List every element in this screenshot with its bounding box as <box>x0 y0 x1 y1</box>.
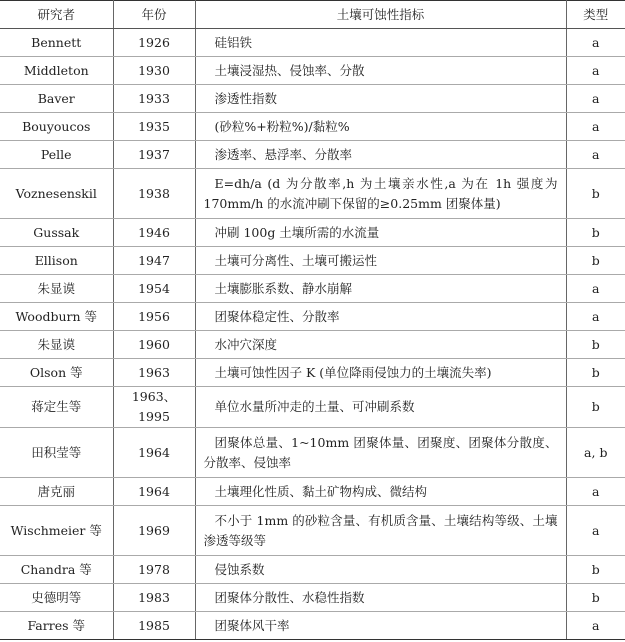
cell-year: 1969 <box>113 506 195 556</box>
table-row <box>0 478 625 506</box>
table-row <box>0 506 625 556</box>
table-row <box>0 113 625 141</box>
cell-indicator: 不小于 1mm 的砂粒含量、有机质含量、土壤结构等级、土壤渗透等级等 <box>195 506 566 556</box>
cell-type: b <box>566 331 625 359</box>
cell-type: b <box>566 387 625 428</box>
cell-researcher: Farres 等 <box>0 612 113 640</box>
cell-type: a <box>566 478 625 506</box>
cell-indicator: 冲刷 100g 土壤所需的水流量 <box>195 219 566 247</box>
cell-year: 1963、1995 <box>113 387 195 428</box>
cell-year: 1930 <box>113 57 195 85</box>
cell-indicator: 土壤可分离性、土壤可搬运性 <box>195 247 566 275</box>
cell-indicator: 单位水量所冲走的土量、可冲刷系数 <box>195 387 566 428</box>
cell-type: a <box>566 113 625 141</box>
cell-year: 1926 <box>113 29 195 57</box>
cell-indicator: 硅铝铁 <box>195 29 566 57</box>
cell-year: 1946 <box>113 219 195 247</box>
cell-type: b <box>566 247 625 275</box>
cell-year: 1983 <box>113 584 195 612</box>
cell-researcher: Bennett <box>0 29 113 57</box>
table-row <box>0 359 625 387</box>
header-researcher: 研究者 <box>0 1 113 29</box>
header-row <box>0 1 625 29</box>
cell-type: a <box>566 29 625 57</box>
table-row <box>0 247 625 275</box>
table-row <box>0 219 625 247</box>
cell-type: b <box>566 556 625 584</box>
cell-indicator: 团聚体风干率 <box>195 612 566 640</box>
cell-type: a <box>566 57 625 85</box>
cell-indicator: E=dh/a (d 为分散率,h 为土壤亲水性,a 为在 1h 强度为 170mm/h 的水流冲刷下保留的≥0.25mm 团聚体量) <box>195 169 566 219</box>
cell-type: a <box>566 275 625 303</box>
cell-type: b <box>566 219 625 247</box>
cell-year: 1947 <box>113 247 195 275</box>
cell-type: a, b <box>566 428 625 478</box>
cell-year: 1933 <box>113 85 195 113</box>
cell-researcher: Baver <box>0 85 113 113</box>
cell-year: 1978 <box>113 556 195 584</box>
cell-researcher: Voznesenskil <box>0 169 113 219</box>
table-row <box>0 556 625 584</box>
table-row <box>0 85 625 113</box>
cell-researcher: 唐克丽 <box>0 478 113 506</box>
table-row <box>0 141 625 169</box>
cell-type: a <box>566 506 625 556</box>
table-row <box>0 57 625 85</box>
cell-indicator: 水冲穴深度 <box>195 331 566 359</box>
cell-year: 1964 <box>113 428 195 478</box>
cell-researcher: Pelle <box>0 141 113 169</box>
cell-indicator: (砂粒%+粉粒%)/黏粒% <box>195 113 566 141</box>
cell-year: 1960 <box>113 331 195 359</box>
cell-indicator: 团聚体稳定性、分散率 <box>195 303 566 331</box>
cell-researcher: Olson 等 <box>0 359 113 387</box>
cell-researcher: 田积莹等 <box>0 428 113 478</box>
table-row <box>0 303 625 331</box>
cell-researcher: Gussak <box>0 219 113 247</box>
cell-type: a <box>566 303 625 331</box>
header-indicator: 土壤可蚀性指标 <box>195 1 566 29</box>
cell-indicator: 团聚体分散性、水稳性指数 <box>195 584 566 612</box>
cell-type: a <box>566 141 625 169</box>
cell-year: 1935 <box>113 113 195 141</box>
cell-type: b <box>566 584 625 612</box>
table-row <box>0 29 625 57</box>
table-row <box>0 275 625 303</box>
table-row <box>0 331 625 359</box>
cell-researcher: Ellison <box>0 247 113 275</box>
cell-year: 1938 <box>113 169 195 219</box>
cell-indicator: 土壤理化性质、黏土矿物构成、微结构 <box>195 478 566 506</box>
cell-type: a <box>566 612 625 640</box>
cell-year: 1964 <box>113 478 195 506</box>
cell-indicator: 团聚体总量、1~10mm 团聚体量、团聚度、团聚体分散度、分散率、侵蚀率 <box>195 428 566 478</box>
cell-year: 1985 <box>113 612 195 640</box>
header-type: 类型 <box>566 1 625 29</box>
cell-researcher: 朱显谟 <box>0 275 113 303</box>
cell-researcher: Woodburn 等 <box>0 303 113 331</box>
cell-year: 1954 <box>113 275 195 303</box>
cell-type: b <box>566 169 625 219</box>
cell-indicator: 土壤可蚀性因子 K (单位降雨侵蚀力的土壤流失率) <box>195 359 566 387</box>
cell-year: 1963 <box>113 359 195 387</box>
cell-indicator: 侵蚀系数 <box>195 556 566 584</box>
cell-year: 1956 <box>113 303 195 331</box>
cell-researcher: 蒋定生等 <box>0 387 113 428</box>
cell-year: 1937 <box>113 141 195 169</box>
cell-indicator: 土壤膨胀系数、静水崩解 <box>195 275 566 303</box>
table-row <box>0 584 625 612</box>
cell-indicator: 土壤浸湿热、侵蚀率、分散 <box>195 57 566 85</box>
cell-type: b <box>566 359 625 387</box>
cell-researcher: Chandra 等 <box>0 556 113 584</box>
cell-researcher: Wischmeier 等 <box>0 506 113 556</box>
cell-type: a <box>566 85 625 113</box>
table-row <box>0 428 625 478</box>
header-year: 年份 <box>113 1 195 29</box>
table-row <box>0 612 625 640</box>
cell-researcher: Middleton <box>0 57 113 85</box>
table-row <box>0 169 625 219</box>
cell-indicator: 渗透性指数 <box>195 85 566 113</box>
cell-researcher: Bouyoucos <box>0 113 113 141</box>
cell-researcher: 朱显谟 <box>0 331 113 359</box>
cell-indicator: 渗透率、悬浮率、分散率 <box>195 141 566 169</box>
table-row <box>0 387 625 428</box>
cell-researcher: 史德明等 <box>0 584 113 612</box>
